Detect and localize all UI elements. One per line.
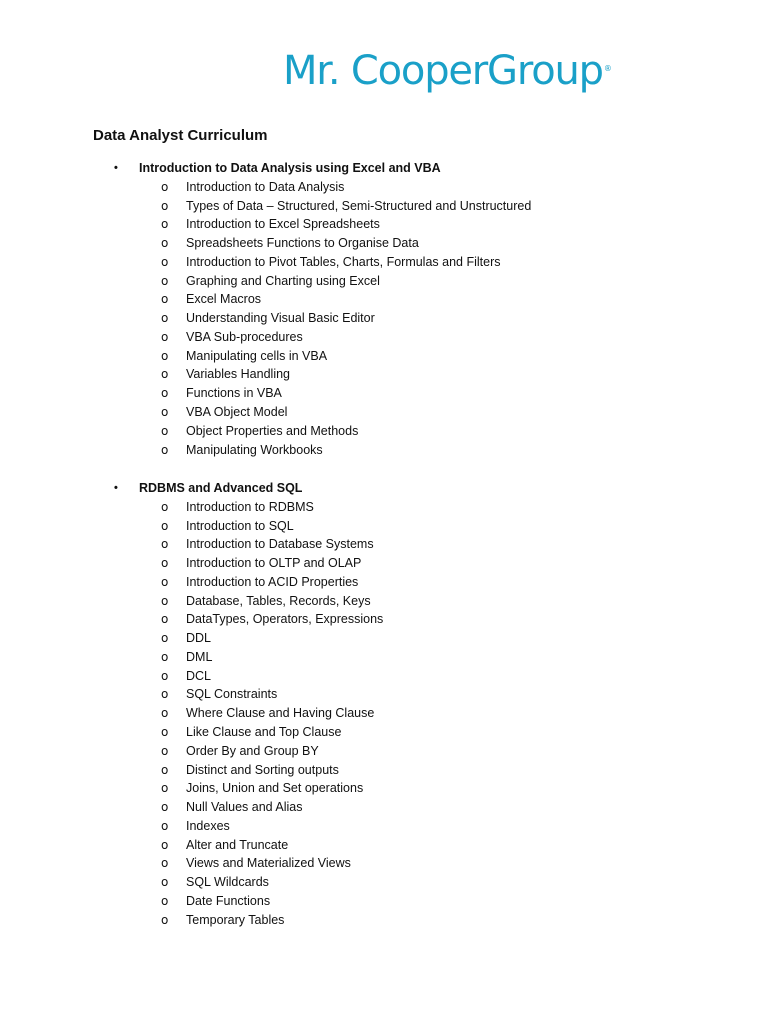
topic-list-item — [0, 347, 768, 366]
sub-bullet-icon: o — [161, 442, 169, 457]
sub-bullet-icon: o — [161, 818, 169, 833]
sub-bullet-icon: o — [161, 499, 169, 514]
sub-bullet-icon: o — [161, 612, 169, 627]
sub-bullet-icon: o — [161, 217, 169, 232]
sub-bullet-icon: o — [161, 706, 169, 721]
topic-label: Database, Tables, Records, Keys — [186, 593, 371, 608]
topic-label: Introduction to ACID Properties — [186, 574, 359, 589]
topic-label: SQL Constraints — [186, 687, 278, 702]
sub-bullet-icon: o — [161, 254, 169, 269]
topic-list-item — [0, 215, 768, 234]
topic-label: DDL — [186, 631, 212, 646]
sub-bullet-icon: o — [161, 593, 169, 608]
logo-wordmark: Mr. CooperGroup — [283, 48, 603, 94]
sub-bullet-icon: o — [161, 423, 169, 438]
topic-list-item — [0, 854, 768, 873]
topic-label: Functions in VBA — [186, 386, 282, 401]
sub-bullet-icon: o — [161, 329, 169, 344]
sub-bullet-icon: o — [161, 518, 169, 533]
document-title: Data Analyst Curriculum — [93, 127, 268, 144]
sub-bullet-icon: o — [161, 292, 169, 307]
bullet-icon: • — [114, 482, 118, 494]
sub-bullet-icon: o — [161, 556, 169, 571]
sub-bullet-icon: o — [161, 179, 169, 194]
topic-label: Like Clause and Top Clause — [186, 724, 342, 739]
topic-list — [0, 498, 768, 930]
sub-bullet-icon: o — [161, 537, 169, 552]
topic-label: Introduction to Pivot Tables, Charts, Formulas and Filters — [186, 254, 501, 269]
sub-bullet-icon: o — [161, 574, 169, 589]
topic-list-item — [0, 761, 768, 780]
curriculum-section-excel-vba — [0, 159, 768, 459]
topic-label: Alter and Truncate — [186, 837, 289, 852]
topic-label: SQL Wildcards — [186, 875, 269, 890]
section-heading — [0, 479, 768, 498]
topic-label: Joins, Union and Set operations — [186, 781, 364, 796]
topic-list-item — [0, 873, 768, 892]
topic-list-item — [0, 309, 768, 328]
sub-bullet-icon: o — [161, 781, 169, 796]
topic-label: Date Functions — [186, 893, 271, 908]
sub-bullet-icon: o — [161, 893, 169, 908]
topic-label: Null Values and Alias — [186, 800, 303, 815]
topic-list-item — [0, 704, 768, 723]
sub-bullet-icon: o — [161, 875, 169, 890]
sub-bullet-icon: o — [161, 367, 169, 382]
sub-bullet-icon: o — [161, 404, 169, 419]
topic-list-item — [0, 573, 768, 592]
sub-bullet-icon: o — [161, 236, 169, 251]
topic-list-item — [0, 422, 768, 441]
topic-label: Introduction to Database Systems — [186, 537, 374, 552]
topic-label: Views and Materialized Views — [186, 856, 351, 871]
topic-list-item — [0, 365, 768, 384]
topic-list-item — [0, 290, 768, 309]
topic-label: DataTypes, Operators, Expressions — [186, 612, 384, 627]
topic-list-item — [0, 328, 768, 347]
topic-label: Types of Data – Structured, Semi-Structured and Unstructured — [186, 198, 532, 213]
sub-bullet-icon: o — [161, 856, 169, 871]
topic-label: Graphing and Charting using Excel — [186, 273, 380, 288]
topic-list-item — [0, 535, 768, 554]
topic-list-item — [0, 836, 768, 855]
sub-bullet-icon: o — [161, 631, 169, 646]
topic-list-item — [0, 892, 768, 911]
topic-list-item — [0, 779, 768, 798]
topic-list-item — [0, 723, 768, 742]
topic-label: Variables Handling — [186, 367, 290, 382]
topic-list-item — [0, 817, 768, 836]
topic-label: DML — [186, 649, 213, 664]
section-title: RDBMS and Advanced SQL — [139, 481, 303, 495]
topic-list-item — [0, 554, 768, 573]
company-logo — [283, 48, 612, 100]
topic-label: Excel Macros — [186, 292, 262, 307]
section-heading — [0, 159, 768, 178]
topic-label: Manipulating Workbooks — [186, 442, 323, 457]
topic-list-item — [0, 629, 768, 648]
topic-label: Introduction to Data Analysis — [186, 179, 345, 194]
topic-list-item — [0, 667, 768, 686]
sub-bullet-icon: o — [161, 198, 169, 213]
curriculum-section-rdbms-sql — [0, 479, 768, 929]
sub-bullet-icon: o — [161, 649, 169, 664]
topic-list-item — [0, 742, 768, 761]
topic-list-item — [0, 798, 768, 817]
topic-list-item — [0, 384, 768, 403]
topic-list-item — [0, 441, 768, 460]
topic-list-item — [0, 272, 768, 291]
sub-bullet-icon: o — [161, 386, 169, 401]
topic-list-item — [0, 517, 768, 536]
topic-list-item — [0, 403, 768, 422]
topic-label: Introduction to SQL — [186, 518, 294, 533]
topic-label: DCL — [186, 668, 212, 683]
topic-list-item — [0, 911, 768, 930]
topic-label: Distinct and Sorting outputs — [186, 762, 339, 777]
topic-list-item — [0, 253, 768, 272]
sub-bullet-icon: o — [161, 837, 169, 852]
registered-trademark-icon: ® — [603, 64, 612, 73]
topic-label: Indexes — [186, 818, 230, 833]
topic-label: Object Properties and Methods — [186, 423, 359, 438]
sub-bullet-icon: o — [161, 743, 169, 758]
topic-label: Introduction to RDBMS — [186, 499, 314, 514]
topic-list-item — [0, 178, 768, 197]
topic-label: Introduction to OLTP and OLAP — [186, 556, 362, 571]
topic-label: VBA Object Model — [186, 404, 288, 419]
topic-list-item — [0, 498, 768, 517]
topic-list-item — [0, 685, 768, 704]
sub-bullet-icon: o — [161, 687, 169, 702]
topic-list-item — [0, 592, 768, 611]
topic-list-item — [0, 648, 768, 667]
bullet-icon: • — [114, 162, 118, 174]
topic-label: VBA Sub-procedures — [186, 329, 303, 344]
topic-list-item — [0, 197, 768, 216]
sub-bullet-icon: o — [161, 311, 169, 326]
topic-list — [0, 178, 768, 459]
topic-label: Manipulating cells in VBA — [186, 348, 328, 363]
sub-bullet-icon: o — [161, 668, 169, 683]
sub-bullet-icon: o — [161, 912, 169, 927]
topic-label: Where Clause and Having Clause — [186, 706, 375, 721]
topic-list-item — [0, 234, 768, 253]
sub-bullet-icon: o — [161, 348, 169, 363]
sub-bullet-icon: o — [161, 762, 169, 777]
sub-bullet-icon: o — [161, 273, 169, 288]
topic-label: Order By and Group BY — [186, 743, 319, 758]
topic-label: Temporary Tables — [186, 912, 285, 927]
sub-bullet-icon: o — [161, 800, 169, 815]
topic-list-item — [0, 610, 768, 629]
topic-label: Spreadsheets Functions to Organise Data — [186, 236, 419, 251]
section-title: Introduction to Data Analysis using Excel and VBA — [139, 161, 441, 175]
sub-bullet-icon: o — [161, 724, 169, 739]
topic-label: Introduction to Excel Spreadsheets — [186, 217, 380, 232]
topic-label: Understanding Visual Basic Editor — [186, 311, 375, 326]
